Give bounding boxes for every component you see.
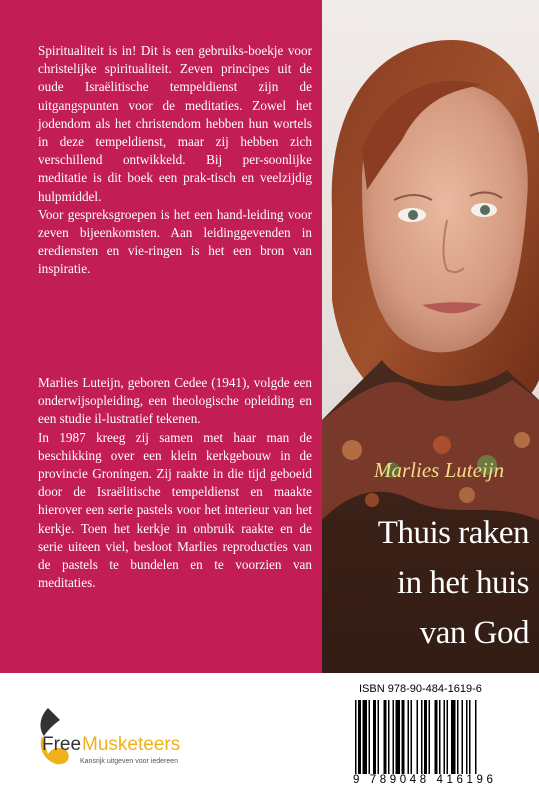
author-name: Marlies Luteijn [374,458,505,482]
barcode-bar [363,700,368,774]
bio-paragraph: Marlies Luteijn, geboren Cedee (1941), volgde een onderwijsopleiding, een theologische opleiding en een studie il-lustratief tekenen. [38,375,312,427]
publisher-name-part2: Musketeers [82,734,181,755]
isbn-label: ISBN 978-90-484-1619-6 [359,683,482,695]
barcode-bar [466,700,468,774]
barcode-bar [429,700,431,774]
barcode-bar [411,700,413,774]
barcode-bar [378,700,380,774]
blurb-paragraph: Voor gespreksgroepen is het een hand-leiding voor zeven bijeenkomsten. Aan leidinggevenden in erediensten en vie-ringen is het een bron van inspiratie. [38,206,312,277]
barcode-bar [462,700,464,774]
publisher-name-part1: Free [42,734,82,755]
title-line: in het huis [397,565,529,601]
barcode-bar [457,700,459,774]
barcode-bar [384,700,387,774]
barcode [347,678,530,793]
barcode-bar [369,700,371,774]
barcode-bar [388,700,390,774]
bio-paragraph: In 1987 kreeg zij samen met haar man de beschikking over een klein kerkgebouw in de provincie Groningen. Zij raakte in die tijd geboeid door de Israëlitische tempeldienst en maakte hierover een serie pastels voor het interieur van het kerkje. Toen het kerkje in onbruik raakte en de serie uiteen viel, besloot Marlies reproducties van de pastels te bundelen en te voorzien van meditaties. [38,429,312,591]
barcode-bar [408,700,410,774]
barcode-bar [444,700,446,774]
barcode-bar [447,700,449,774]
publisher-logo [38,700,188,780]
publisher-tagline: Kansrijk uitgeven voor iedereen [80,758,179,765]
blurb-paragraph: Spiritualiteit is in! Dit is een gebruiks-boekje voor christelijke spiritualiteit. Zeven principes uit de oude Israëlitische tempeldienst zijn de uitgangspunten voor de meditaties. Zowel het jodendom als het christendom hebben hun wortels in deze tempeldienst, maar zij hebben zich verschillend ontwikkeld. Bij per-soonlijke meditatie is dit boek een prak-tisch en veelzijdig hulpmiddel. [38,43,312,204]
barcode-bar [424,700,427,774]
barcode-bar [421,700,423,774]
barcode-bar [469,700,471,774]
ean-number: 9 789048 416196 [353,774,497,786]
barcode-bar [439,700,441,774]
barcode-bar [358,700,361,774]
barcode-bar [393,700,395,774]
barcode-bar [435,700,438,774]
title-line: van God [419,615,529,651]
barcode-bar [475,700,477,774]
barcode-bar [355,700,357,774]
barcode-bar [451,700,456,774]
author-bio [38,374,312,592]
barcode-bar [417,700,419,774]
book-blurb [38,42,312,279]
barcode-bar [373,700,376,774]
book-title [299,508,529,658]
barcode-bars [355,700,525,774]
title-line: Thuis raken [377,515,529,551]
barcode-bar [396,700,401,774]
barcode-bar [402,700,405,774]
